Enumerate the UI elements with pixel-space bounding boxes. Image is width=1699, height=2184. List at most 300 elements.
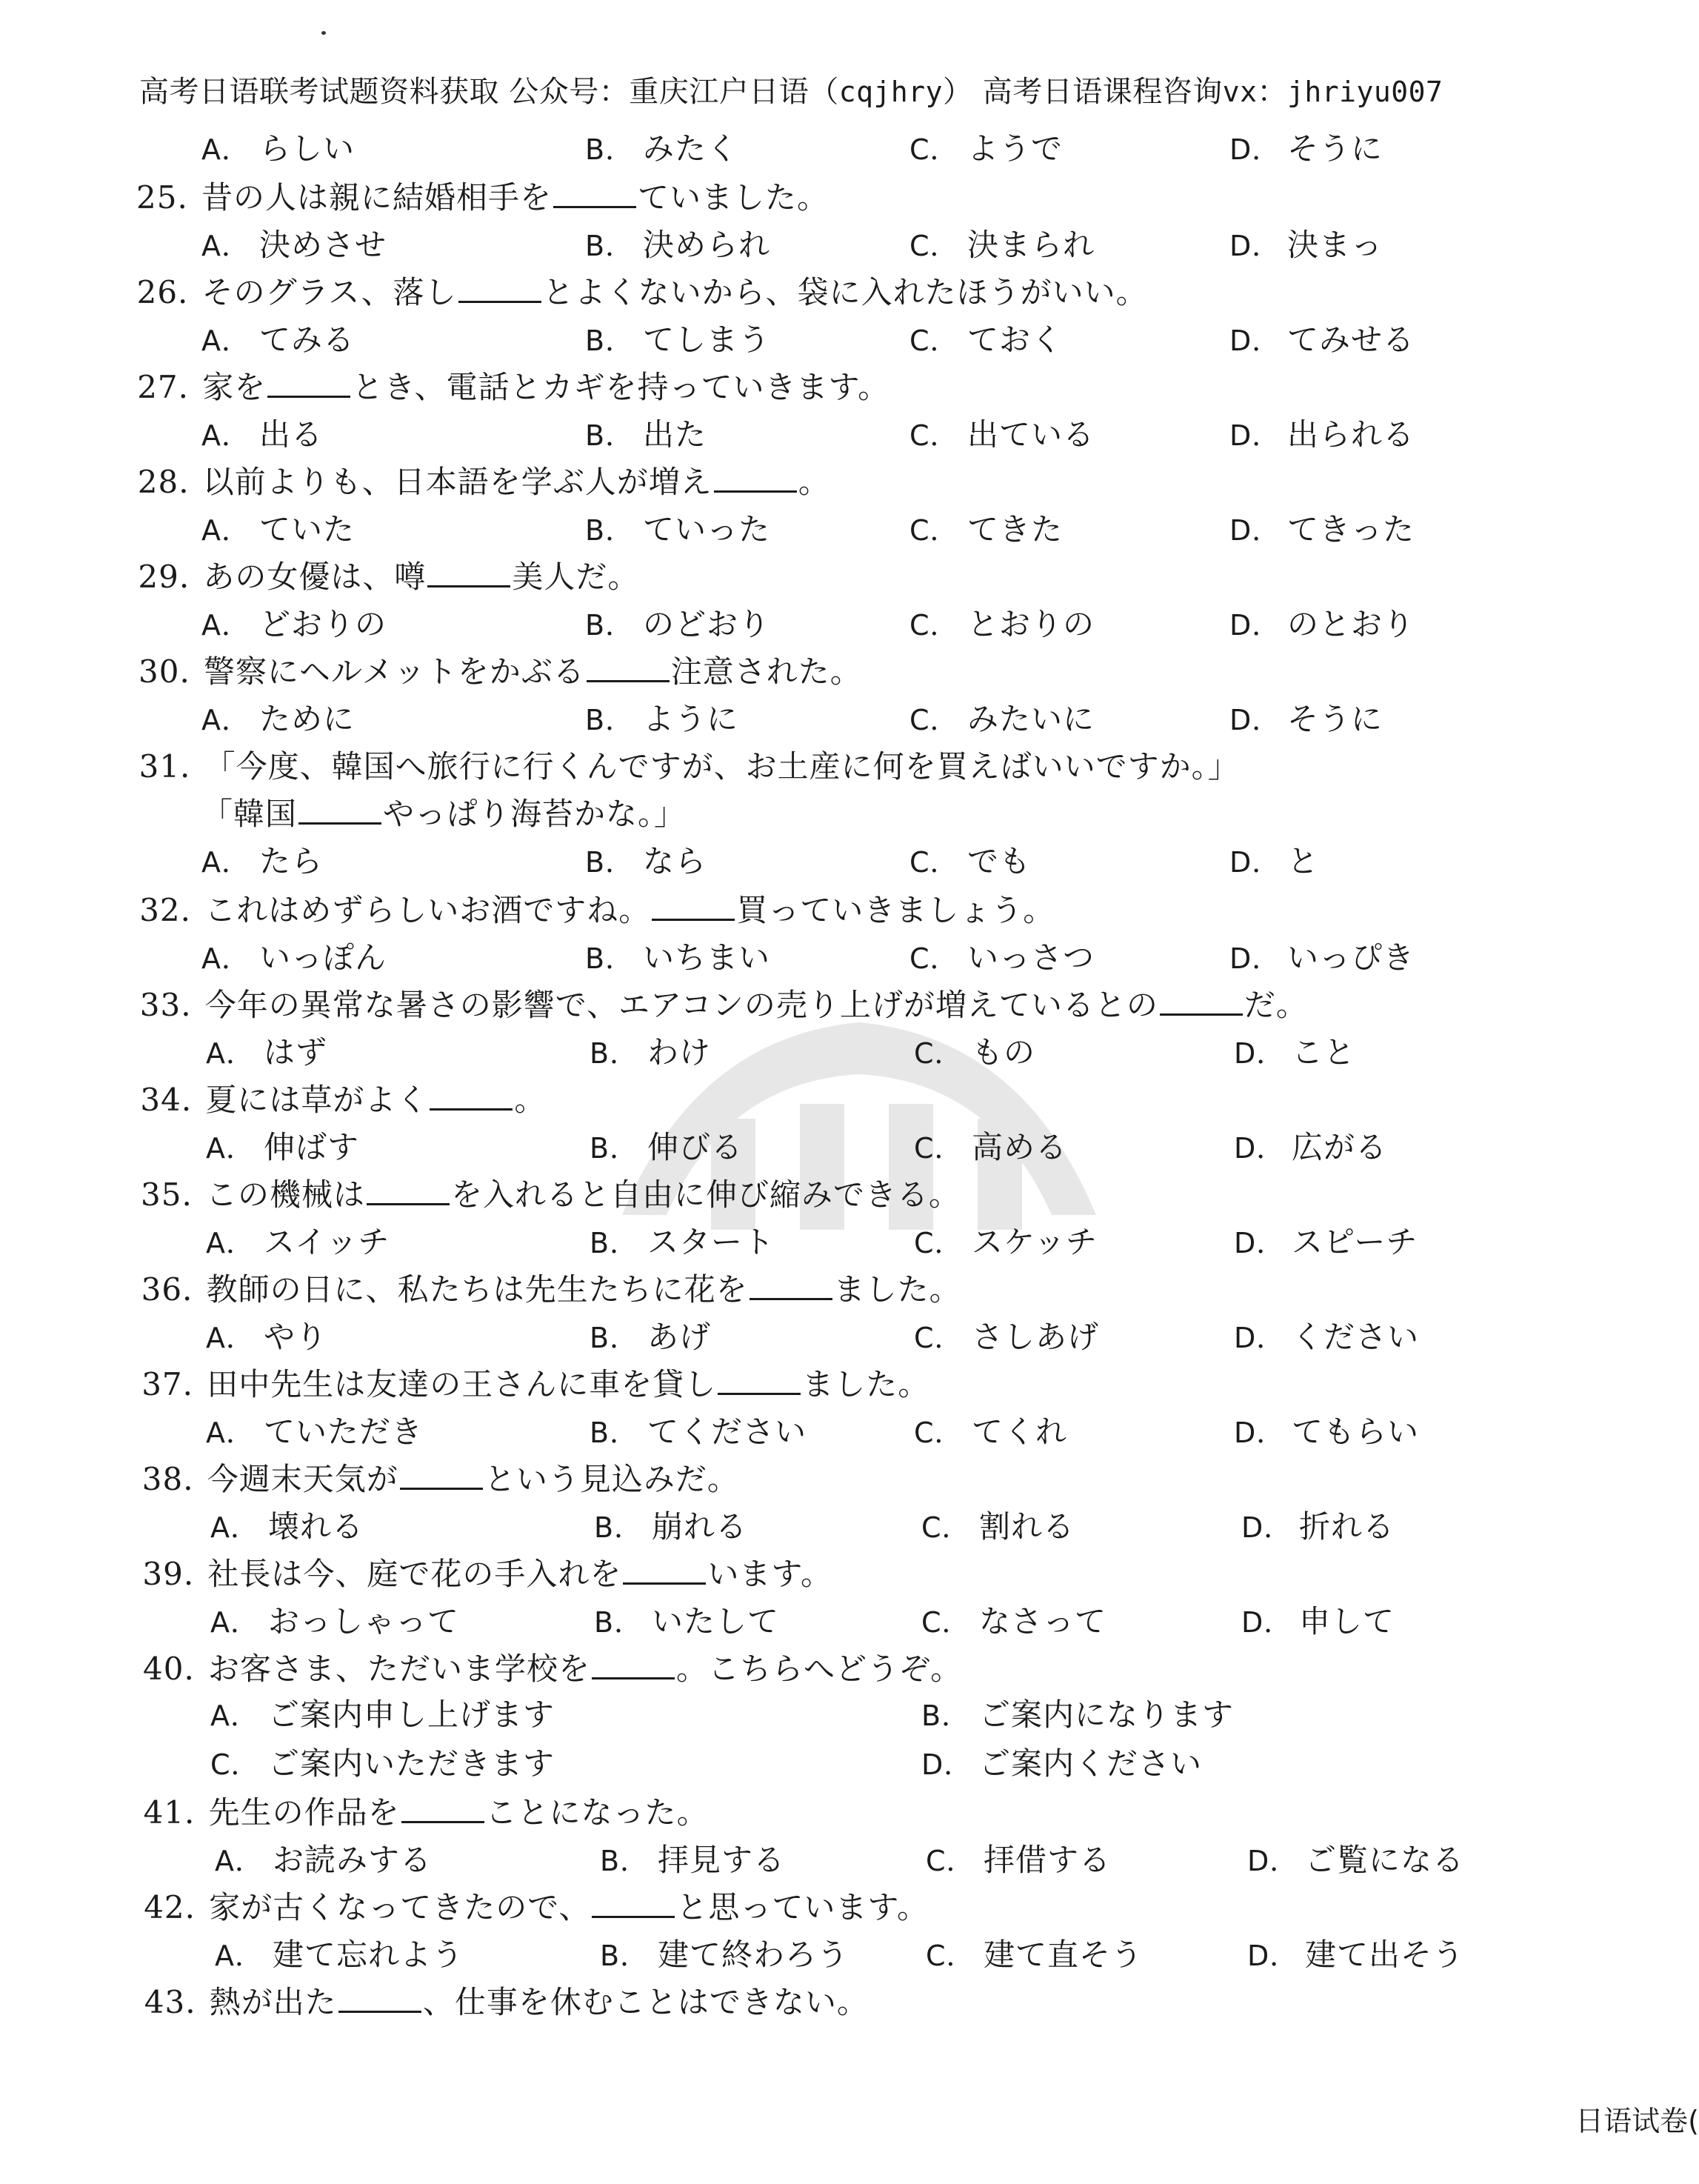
question-text-after: 注意された。 xyxy=(670,653,862,690)
option-letter: B． xyxy=(921,1699,971,1732)
option-letter: B． xyxy=(585,230,635,262)
option-b xyxy=(600,1931,849,1975)
option-a xyxy=(206,1408,423,1452)
option-c xyxy=(914,1028,1035,1073)
option-a xyxy=(215,1931,464,1975)
option-text: スイッチ xyxy=(264,1224,390,1260)
option-b xyxy=(585,695,738,739)
answer-blank xyxy=(401,1794,484,1823)
option-d xyxy=(1229,933,1415,978)
question-number: 39. xyxy=(142,1556,195,1592)
question-text: お客さま、ただいま学校を xyxy=(208,1651,591,1687)
option-text: さしあげ xyxy=(972,1319,1100,1355)
option-a xyxy=(201,505,355,550)
option-text: スタート xyxy=(647,1224,775,1260)
option-a xyxy=(206,1028,327,1073)
option-letter: B． xyxy=(600,1845,650,1877)
question-25 xyxy=(136,173,829,218)
option-text: でも xyxy=(967,843,1032,879)
option-letter: B． xyxy=(594,1511,644,1544)
option-text: こと xyxy=(1292,1034,1356,1071)
question-29 xyxy=(138,553,639,597)
option-letter: C． xyxy=(909,324,959,357)
option-letter: A． xyxy=(201,942,250,975)
option-letter: A． xyxy=(201,230,250,262)
option-a xyxy=(210,1691,555,1735)
option-d xyxy=(1229,410,1415,455)
option-text: てください xyxy=(647,1414,807,1450)
option-text: お読みする xyxy=(273,1842,433,1878)
option-text: なさって xyxy=(979,1603,1107,1639)
option-text: てみる xyxy=(259,322,356,358)
question-number: 26. xyxy=(136,274,189,310)
answer-blank xyxy=(592,1651,675,1679)
option-text: 決められ xyxy=(643,227,771,263)
option-text: 出られる xyxy=(1287,416,1415,453)
option-letter: B． xyxy=(594,1606,644,1639)
answer-blank xyxy=(623,1556,706,1585)
option-letter: C． xyxy=(909,419,959,452)
option-a xyxy=(215,1836,432,1880)
answer-blank xyxy=(430,1082,513,1111)
option-b xyxy=(590,1218,775,1262)
option-c xyxy=(921,1597,1106,1642)
option-letter: D． xyxy=(1241,1606,1293,1639)
question-26 xyxy=(137,268,1148,313)
option-letter: C． xyxy=(210,1748,260,1781)
option-b xyxy=(585,410,707,455)
question-35 xyxy=(141,1171,961,1215)
question-text: この機械は xyxy=(206,1176,366,1213)
option-letter: A． xyxy=(206,1132,255,1165)
option-text: 壊れる xyxy=(268,1508,364,1545)
option-b xyxy=(585,933,770,978)
question-text-after: を入れると自由に伸び縮みできる。 xyxy=(451,1176,961,1213)
option-letter: A． xyxy=(215,1940,264,1972)
option-letter: A． xyxy=(206,1322,255,1354)
question-36 xyxy=(141,1265,961,1310)
option-letter: D． xyxy=(1229,419,1281,452)
question-text: 「今度、韓国へ旅行に行くんですが、お土産に何を買えばいいですか。」 xyxy=(204,748,1240,785)
question-number: 38. xyxy=(141,1461,194,1497)
question-text-after: ていました。 xyxy=(638,179,830,216)
option-text: ておく xyxy=(967,322,1064,358)
option-letter: B． xyxy=(590,1322,639,1354)
question-text-after: という見込みだ。 xyxy=(484,1461,739,1497)
option-c xyxy=(914,1408,1067,1452)
option-c xyxy=(914,1218,1098,1262)
question-text: 家を xyxy=(202,369,267,405)
option-b xyxy=(594,1597,779,1642)
answer-blank xyxy=(367,1176,450,1205)
header-text-2: ） 高考日语课程咨询 xyxy=(943,75,1223,109)
question-text-after: ました。 xyxy=(833,1271,961,1308)
option-letter: C． xyxy=(914,1322,964,1354)
option-text: いちまい xyxy=(643,939,771,976)
header-text-1: 高考日语联考试题资料获取 公众号：重庆江户日语（ xyxy=(139,75,839,109)
question-number: 34. xyxy=(140,1082,193,1118)
question-text: 社長は今、庭で花の手入れを xyxy=(207,1556,622,1592)
question-27 xyxy=(137,363,889,407)
option-letter: C． xyxy=(921,1606,971,1639)
option-d xyxy=(1229,837,1319,882)
question-text: 家が古くなってきたので、 xyxy=(209,1889,591,1925)
option-letter: D． xyxy=(1234,1037,1286,1070)
option-text: ていった xyxy=(643,511,771,547)
question-number: 30. xyxy=(138,653,190,690)
option-letter: C． xyxy=(914,1132,964,1165)
option-d xyxy=(1229,695,1383,739)
option-text: 拝見する xyxy=(658,1842,786,1878)
option-text: 決めさせ xyxy=(259,227,387,263)
option-text: もの xyxy=(972,1034,1036,1071)
option-text: いっさつ xyxy=(967,939,1095,976)
option-b xyxy=(585,505,770,550)
question-text-after: とき、電話とカギを持っていきます。 xyxy=(352,369,890,405)
question-text-after: 、仕事を休むことはできない。 xyxy=(422,1984,869,2020)
option-b xyxy=(590,1313,711,1357)
question-39 xyxy=(142,1550,832,1594)
option-letter: B． xyxy=(585,704,635,736)
option-text: てみせる xyxy=(1287,322,1415,358)
option-letter: B． xyxy=(585,324,635,357)
option-c xyxy=(909,316,1063,360)
option-b xyxy=(590,1028,711,1073)
option-text: 伸びる xyxy=(647,1129,744,1165)
option-text: てしまう xyxy=(643,322,771,358)
option-a xyxy=(210,1502,364,1547)
option-c xyxy=(909,410,1095,455)
question-text: 昔の人は親に結婚相手を xyxy=(201,179,553,216)
question-text: あの女優は、噂 xyxy=(203,559,427,595)
option-letter: D． xyxy=(1229,133,1281,166)
question-28 xyxy=(138,458,830,502)
header-vx: vx xyxy=(1222,76,1258,108)
option-b xyxy=(590,1123,743,1168)
header-text-3: ： xyxy=(1257,75,1287,109)
option-letter: D． xyxy=(1241,1511,1293,1544)
option-a xyxy=(201,695,355,739)
answer-blank xyxy=(427,559,510,587)
question-38 xyxy=(142,1455,739,1499)
option-text: ご案内ください xyxy=(979,1745,1203,1782)
question-text-after: やっぱり海苔かな。」 xyxy=(383,796,687,832)
question-32 xyxy=(139,886,1055,930)
option-text: そうに xyxy=(1287,130,1383,167)
option-letter: D． xyxy=(1229,942,1281,975)
option-letter: A． xyxy=(210,1606,259,1639)
question-42 xyxy=(144,1883,929,1928)
option-letter: C． xyxy=(914,1227,964,1259)
option-letter: C． xyxy=(926,1845,975,1877)
option-c xyxy=(909,933,1095,978)
answer-blank xyxy=(652,892,735,921)
option-letter: B． xyxy=(585,133,635,166)
question-text: 以前よりも、日本語を学ぶ人が増え xyxy=(202,464,712,500)
option-letter: B． xyxy=(590,1037,639,1070)
option-text: てきった xyxy=(1287,511,1415,547)
option-b xyxy=(585,316,770,360)
option-letter: A． xyxy=(206,1037,255,1070)
option-text: わけ xyxy=(647,1034,712,1071)
question-text-after: と思っています。 xyxy=(676,1889,929,1925)
page-footer: 日语试卷( xyxy=(1575,2105,1699,2137)
option-a xyxy=(201,933,387,978)
option-text: おっしゃって xyxy=(268,1603,460,1639)
header-wechat-id: jhriyu007 xyxy=(1286,76,1443,108)
option-letter: A． xyxy=(210,1511,259,1544)
option-letter: C． xyxy=(914,1037,964,1070)
option-text: たら xyxy=(259,843,324,879)
option-d xyxy=(1234,1218,1418,1262)
question-number: 35. xyxy=(141,1176,193,1213)
option-b xyxy=(585,221,770,265)
option-text: 出る xyxy=(259,416,324,453)
option-letter: B． xyxy=(585,609,635,642)
option-text: みたいに xyxy=(967,701,1095,737)
option-letter: A． xyxy=(206,1416,255,1449)
question-text-after: ことになった。 xyxy=(485,1794,709,1831)
option-text: 決まられ xyxy=(967,227,1095,263)
answer-blank xyxy=(458,274,541,303)
option-letter: B． xyxy=(600,1940,650,1972)
question-text: これはめずらしいお酒ですね。 xyxy=(204,892,651,928)
option-b xyxy=(590,1408,807,1452)
option-letter: D． xyxy=(1247,1845,1299,1877)
option-letter: A． xyxy=(201,324,250,357)
option-letter: A． xyxy=(206,1227,255,1259)
option-text: てもらい xyxy=(1292,1414,1420,1450)
option-text: ご覧になる xyxy=(1305,1842,1465,1878)
option-a xyxy=(206,1123,359,1168)
question-30 xyxy=(138,647,862,692)
option-text: 広がる xyxy=(1292,1129,1388,1165)
option-d xyxy=(1229,600,1415,645)
answer-blank xyxy=(298,796,381,825)
answer-blank xyxy=(750,1271,832,1300)
option-d xyxy=(1229,505,1415,550)
option-d xyxy=(1234,1408,1419,1452)
question-text-after: とよくないから、袋に入れたほうがいい。 xyxy=(542,274,1148,310)
option-letter: C． xyxy=(909,846,959,879)
option-text: ください xyxy=(1292,1319,1420,1355)
option-d xyxy=(1241,1502,1395,1547)
option-d xyxy=(1241,1597,1395,1642)
question-text-after: だ。 xyxy=(1244,987,1308,1023)
option-b xyxy=(594,1502,747,1547)
option-letter: A． xyxy=(201,609,250,642)
option-a xyxy=(206,1313,327,1357)
option-text: 割れる xyxy=(979,1508,1075,1545)
option-text: ていた xyxy=(259,511,356,547)
option-letter: B． xyxy=(585,846,635,879)
option-text: とおりの xyxy=(967,606,1095,642)
option-text: のどおり xyxy=(643,606,771,642)
option-text: ご案内申し上げます xyxy=(268,1697,555,1733)
prev-option-a xyxy=(201,124,355,169)
question-number: 28. xyxy=(137,464,190,500)
option-letter: B． xyxy=(590,1132,639,1165)
option-c xyxy=(210,1739,555,1784)
option-letter: D． xyxy=(1229,609,1281,642)
option-letter: D． xyxy=(1234,1322,1286,1354)
option-c xyxy=(921,1502,1075,1547)
option-b xyxy=(585,837,707,882)
option-a xyxy=(201,221,387,265)
option-b xyxy=(921,1691,1234,1735)
option-text: ようで xyxy=(967,130,1064,167)
option-letter: C． xyxy=(909,704,959,736)
option-text: 建て出そう xyxy=(1305,1937,1465,1973)
question-number: 29. xyxy=(138,559,190,595)
question-text: 警察にヘルメットをかぶる xyxy=(204,653,585,690)
question-text-after: 買っていきましょう。 xyxy=(736,892,1055,928)
question-number: 25. xyxy=(136,179,188,216)
option-d xyxy=(1234,1028,1355,1073)
option-c xyxy=(909,505,1063,550)
option-letter: A． xyxy=(201,704,250,736)
option-text: なら xyxy=(643,843,707,879)
option-text: 建て直そう xyxy=(984,1937,1144,1973)
page-header xyxy=(139,68,1680,110)
option-letter: C． xyxy=(909,942,959,975)
question-37 xyxy=(141,1360,929,1405)
header-handle: cqjhry xyxy=(838,76,943,108)
question-text: 今年の異常な暑さの影響で、エアコンの売り上げが増えているとの xyxy=(204,987,1158,1023)
answer-blank xyxy=(718,1366,801,1395)
question-text: 先生の作品を xyxy=(208,1794,400,1831)
option-letter: C． xyxy=(909,133,959,166)
answer-blank xyxy=(553,179,636,208)
option-letter: B． xyxy=(585,419,635,452)
option-a xyxy=(201,600,387,645)
option-letter: C． xyxy=(909,609,959,642)
question-number: 41. xyxy=(143,1794,196,1831)
option-text: 出た xyxy=(643,416,707,453)
option-letter: D． xyxy=(1229,324,1281,357)
question-number: 43. xyxy=(144,1984,196,2020)
prev-option-b xyxy=(585,124,738,169)
option-text: 出ている xyxy=(967,416,1095,453)
option-text: ご案内になります xyxy=(979,1697,1235,1733)
question-text: 夏には草がよく xyxy=(205,1082,429,1118)
option-letter: A． xyxy=(201,846,250,879)
option-text: らしい xyxy=(259,130,356,167)
option-text: スケッチ xyxy=(972,1224,1098,1260)
option-letter: C． xyxy=(926,1940,975,1972)
option-letter: A． xyxy=(210,1699,259,1732)
option-letter: D． xyxy=(1229,230,1281,262)
option-d xyxy=(1229,221,1383,265)
option-letter: B． xyxy=(585,514,635,547)
answer-blank xyxy=(587,653,670,682)
option-text: スピーチ xyxy=(1292,1224,1418,1260)
option-c xyxy=(914,1123,1067,1168)
answer-blank xyxy=(267,369,350,398)
option-letter: D． xyxy=(1229,514,1281,547)
option-letter: B． xyxy=(590,1416,639,1449)
option-a xyxy=(206,1218,390,1262)
option-text: 申して xyxy=(1299,1603,1395,1639)
option-text: 拝借する xyxy=(984,1842,1112,1878)
option-text: 建て忘れよう xyxy=(273,1937,464,1973)
option-a xyxy=(210,1597,459,1642)
option-a xyxy=(201,837,323,882)
question-33 xyxy=(140,981,1308,1025)
option-text: そうに xyxy=(1287,701,1383,737)
question-40 xyxy=(143,1645,962,1689)
option-c xyxy=(914,1313,1099,1357)
option-text: ように xyxy=(643,701,739,737)
question-text-after: 。こちらへどうぞ。 xyxy=(676,1651,963,1687)
question-text-after: 。 xyxy=(514,1082,547,1118)
prev-option-c xyxy=(909,124,1063,169)
question-text-after: 美人だ。 xyxy=(512,559,640,595)
question-text: 熱が出た xyxy=(209,1984,337,2020)
option-c xyxy=(909,221,1095,265)
answer-blank xyxy=(338,1984,421,2013)
option-text: いたして xyxy=(652,1603,780,1639)
option-text: いっぴき xyxy=(1287,939,1415,976)
option-letter: D． xyxy=(1234,1416,1286,1449)
option-letter: D． xyxy=(921,1748,973,1781)
option-c xyxy=(909,600,1095,645)
question-number: 27. xyxy=(137,369,189,405)
prev-option-d xyxy=(1229,124,1383,169)
question-number: 37. xyxy=(141,1366,193,1402)
option-text: ために xyxy=(259,701,356,737)
answer-blank xyxy=(592,1889,675,1918)
option-text: と xyxy=(1287,843,1320,879)
question-text-after: います。 xyxy=(707,1556,833,1592)
option-letter: D． xyxy=(1234,1132,1286,1165)
question-text: 「韓国 xyxy=(201,796,298,832)
option-letter: D． xyxy=(1234,1227,1286,1259)
option-letter: C． xyxy=(921,1511,971,1544)
question-text: 今週末天気が xyxy=(207,1461,398,1497)
answer-blank xyxy=(1160,987,1243,1016)
option-d xyxy=(1247,1836,1464,1880)
option-text: やり xyxy=(264,1319,328,1355)
option-text: ていただき xyxy=(264,1414,424,1450)
option-text: のとおり xyxy=(1287,606,1415,642)
option-letter: A． xyxy=(201,514,250,547)
question-text: そのグラス、落し xyxy=(201,274,457,310)
option-letter: A． xyxy=(215,1845,264,1877)
option-d xyxy=(1234,1313,1419,1357)
option-c xyxy=(926,1931,1143,1975)
question-number: 42. xyxy=(144,1889,196,1925)
option-letter: B． xyxy=(590,1227,639,1259)
option-letter: B． xyxy=(585,942,635,975)
option-d xyxy=(1234,1123,1387,1168)
option-text: てくれ xyxy=(972,1414,1068,1450)
question-text: 教師の日に、私たちは先生たちに花を xyxy=(206,1271,748,1308)
option-text: はず xyxy=(264,1034,328,1071)
option-letter: D． xyxy=(1247,1940,1299,1972)
question-number: 33. xyxy=(139,987,192,1023)
answer-blank xyxy=(400,1461,483,1490)
option-a xyxy=(201,410,323,455)
option-letter: D． xyxy=(1229,846,1281,879)
option-c xyxy=(909,837,1031,882)
question-number: 31. xyxy=(138,748,191,785)
option-c xyxy=(909,695,1095,739)
option-a xyxy=(201,316,355,360)
question-41 xyxy=(144,1788,709,1833)
option-letter: C． xyxy=(909,514,959,547)
option-letter: A． xyxy=(201,133,250,166)
